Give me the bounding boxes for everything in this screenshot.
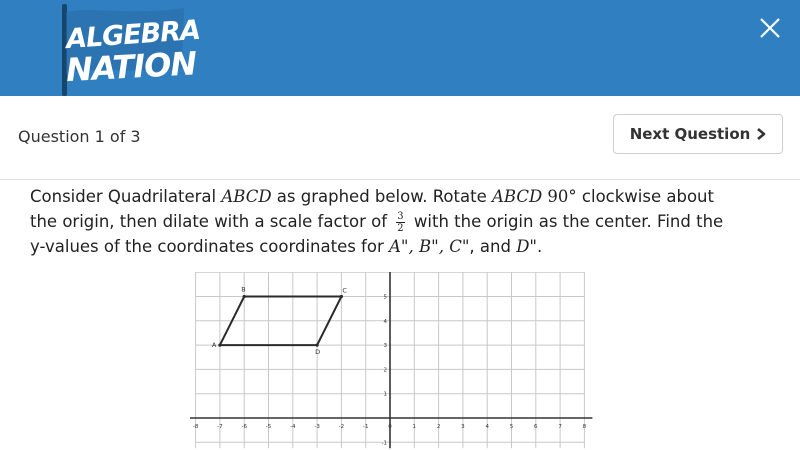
question-text-part: . — [537, 237, 543, 256]
x-tick-label: 7 — [558, 424, 562, 430]
x-tick-label: -6 — [241, 424, 247, 430]
logo-flag — [65, 6, 201, 90]
x-tick-label: 3 — [461, 424, 465, 430]
x-tick-label: -8 — [192, 424, 199, 430]
x-tick-label: 0 — [388, 424, 392, 430]
x-tick-label: 2 — [436, 424, 441, 430]
next-question-button[interactable] — [613, 114, 783, 154]
question-text-part: clockwise about — [576, 187, 714, 206]
vertex-point — [218, 344, 221, 347]
coordinate-graph — [190, 272, 610, 450]
fraction-numerator: 3 — [397, 211, 404, 222]
vertex-label: C — [342, 286, 347, 295]
x-tick-label: 5 — [509, 424, 514, 430]
algebra-nation-logo — [50, 0, 201, 96]
x-tick-label: -5 — [265, 424, 272, 430]
vertex-label: B — [241, 285, 246, 294]
x-tick-label: 8 — [582, 424, 587, 430]
x-tick-label: -4 — [290, 424, 296, 430]
fraction-denominator: 2 — [397, 223, 404, 234]
y-tick-label: 2 — [383, 367, 387, 374]
question-counter: Question 1 of 3 — [18, 127, 141, 146]
question-text-part: the origin, then dilate with a scale factor of — [30, 212, 393, 231]
x-tick-label: 1 — [412, 424, 417, 430]
y-tick-label: -1 — [381, 440, 387, 447]
y-tick-label: 4 — [383, 318, 387, 325]
vertex-point — [243, 295, 246, 298]
math-points-abc: A", B", C" — [389, 237, 470, 256]
question-text-part: , and — [469, 237, 517, 256]
vertex-point — [340, 295, 343, 298]
app-header — [0, 0, 800, 96]
question-text-part: with the origin as the center. Find the — [408, 212, 724, 231]
graph-axes — [190, 272, 592, 448]
scale-factor-fraction — [396, 211, 404, 234]
vertex-point — [316, 344, 319, 347]
y-tick-label: 5 — [383, 294, 387, 301]
math-angle: 90° — [547, 187, 577, 206]
question-line-1 — [30, 184, 770, 209]
x-tick-label: -3 — [314, 424, 320, 430]
x-tick-label: -1 — [362, 424, 369, 430]
math-abcd: ABCD — [491, 187, 543, 206]
close-icon — [759, 17, 781, 39]
question-text-part: y-values of the coordinates coordinates for — [30, 237, 389, 256]
question-text — [30, 184, 770, 259]
math-point-d: D" — [516, 237, 538, 256]
vertex-label: A — [211, 341, 217, 350]
chevron-right-icon — [756, 127, 766, 141]
y-tick-label: 3 — [383, 343, 387, 350]
vertex-label: D — [315, 348, 321, 357]
question-text-part: Consider Quadrilateral — [30, 187, 222, 206]
x-tick-label: -2 — [338, 424, 345, 430]
logo-text-algebra: ALGEBRA — [65, 14, 201, 56]
close-button[interactable] — [752, 10, 788, 46]
y-tick-label: 1 — [383, 391, 387, 398]
x-tick-label: 6 — [534, 424, 538, 430]
x-tick-label: 4 — [485, 424, 489, 430]
math-abcd: ABCD — [221, 187, 272, 206]
logo-text-nation: NATION — [65, 44, 198, 90]
question-line-2 — [30, 209, 770, 234]
x-tick-label: -7 — [217, 424, 223, 430]
question-nav-bar — [0, 96, 800, 180]
question-text-part: as graphed below. Rotate — [271, 187, 492, 206]
question-line-3 — [30, 234, 770, 259]
next-question-label: Next Question — [629, 125, 751, 143]
